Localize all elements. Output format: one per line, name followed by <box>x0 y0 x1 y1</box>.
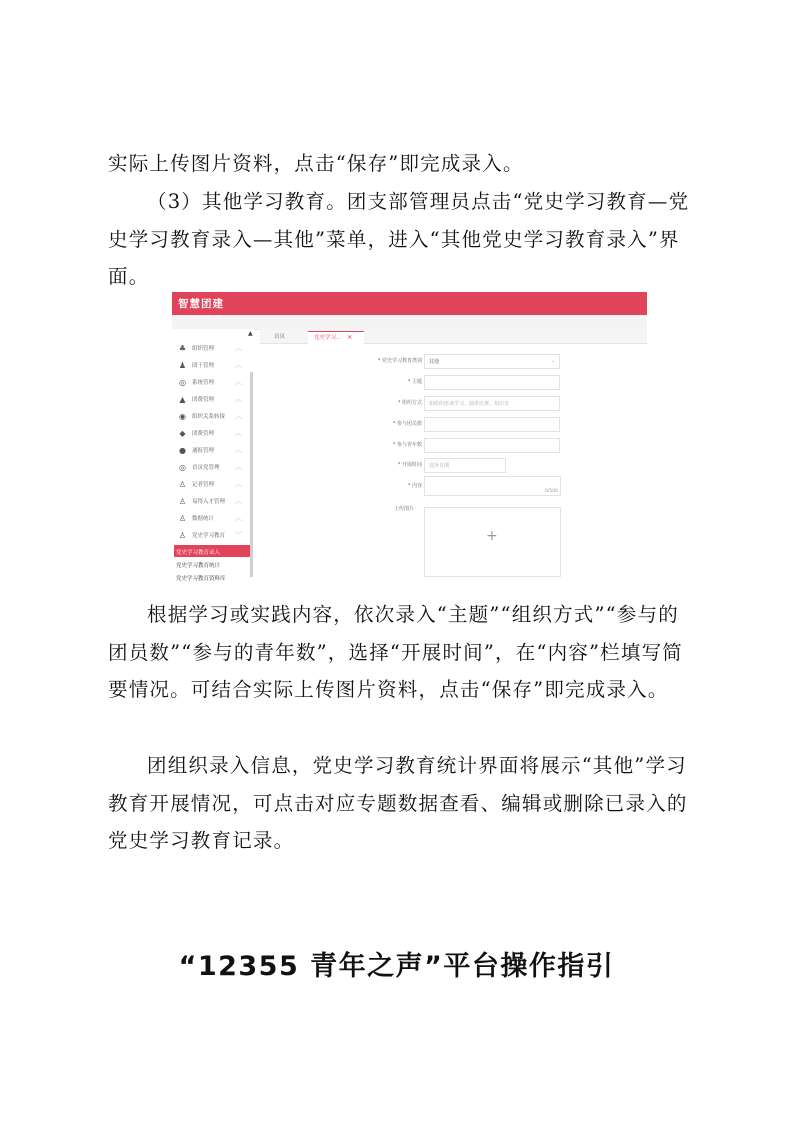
content-label: * 内容 <box>407 483 422 489</box>
section-heading: “12355 青年之声”平台操作指引 <box>178 951 615 982</box>
time-label: * 开展时间 <box>397 462 422 468</box>
tab-bar <box>260 329 647 344</box>
tab-home[interactable]: 首页 <box>274 334 286 340</box>
sidebar-item-7[interactable] <box>178 443 248 459</box>
sidebar-item-label: 团费管理 <box>192 397 215 403</box>
scroll-up-icon[interactable]: ▲ <box>248 330 253 337</box>
plus-icon: + <box>486 528 498 544</box>
paragraph-4: 团组织录入信息，党史学习教育统计界面将展示“其他”学习教育开展情况，可点击对应专题数据查看、编辑或删除已录入的党史学习教育记录。 <box>108 754 688 852</box>
upload-row <box>262 505 424 512</box>
topic-row <box>262 374 642 390</box>
paragraph-1: 实际上传图片资料，点击“保存”即完成录入。 <box>108 152 524 175</box>
content-counter: 0/500 <box>545 489 558 494</box>
sidebar-item-6[interactable] <box>178 426 248 442</box>
fee-icon: ▲ <box>179 395 186 404</box>
time-placeholder: 选择日期 <box>429 463 450 469</box>
submenu-item-library[interactable] <box>174 571 250 583</box>
app-logo: 智慧团建 <box>178 298 224 310</box>
app-subbar <box>172 315 647 330</box>
chevron-up-icon: ︿ <box>235 412 242 420</box>
upload-label: 上传图片 <box>393 506 414 512</box>
report-icon: ● <box>179 446 186 455</box>
chevron-up-icon: ︿ <box>235 344 242 352</box>
youth-label: * 参与青年数 <box>392 442 422 448</box>
sidebar-item-10[interactable] <box>178 494 248 510</box>
method-placeholder: 如组织座谈学习、演讲比赛、知识竞 <box>429 401 510 407</box>
sidebar-item-label: 数据统计 <box>192 516 215 522</box>
sidebar-item-9[interactable] <box>178 477 248 493</box>
chevron-down-icon: ﹀ <box>235 531 242 539</box>
chevron-up-icon: ︿ <box>235 361 242 369</box>
topic-input[interactable] <box>424 375 560 390</box>
chevron-up-icon: ︿ <box>235 463 242 471</box>
user-icon: ♙ <box>178 531 187 540</box>
members-input[interactable] <box>424 417 560 432</box>
time-row <box>262 457 642 473</box>
submenu-label: 党史学习教育录入 <box>176 550 221 556</box>
tab-current[interactable] <box>308 331 364 344</box>
submenu-item-stats[interactable] <box>174 558 250 570</box>
app-header <box>172 292 647 315</box>
chevron-up-icon: ︿ <box>235 429 242 437</box>
sidebar-scrollbar[interactable] <box>250 372 253 577</box>
sidebar-item-label: 团费管理 <box>192 431 215 437</box>
sidebar-item-label: 系统管理 <box>192 380 215 386</box>
sidebar-item-label: 组织关系转接 <box>192 414 226 420</box>
method-row <box>262 395 642 411</box>
user-icon: ♙ <box>178 514 187 523</box>
sidebar-item-label: 记者管理 <box>192 482 215 488</box>
method-input[interactable] <box>424 396 560 411</box>
members-label: * 参与团员数 <box>392 421 422 427</box>
submenu-label: 党史学习教育统计 <box>176 563 221 569</box>
close-icon[interactable]: ✕ <box>347 334 353 341</box>
sidebar-item-3[interactable] <box>178 375 248 391</box>
cadre-icon: ♟ <box>178 361 187 370</box>
sidebar-item-12[interactable] <box>178 528 248 544</box>
submenu-item-entry[interactable] <box>174 545 250 557</box>
content-textarea[interactable] <box>424 476 561 496</box>
embedded-screenshot <box>172 292 647 585</box>
transfer-icon: ◉ <box>179 412 186 421</box>
sidebar-item-2[interactable] <box>178 358 248 374</box>
upload-box[interactable] <box>424 507 561 577</box>
sidebar-item-label: 通报管理 <box>192 448 215 454</box>
sidebar <box>172 329 254 585</box>
tab-current-label: 党史学习... <box>314 335 342 341</box>
sidebar-item-label: 党史学习教育 <box>192 533 226 539</box>
org-icon: ♣ <box>178 344 187 353</box>
chevron-up-icon: ︿ <box>235 378 242 386</box>
sidebar-item-label: 组织管理 <box>192 346 215 352</box>
chevron-up-icon: ︿ <box>235 446 242 454</box>
paragraph-3: 根据学习或实践内容，依次录入“主题”“组织方式”“参与的团员数”“参与的青年数”，选择“开展时间”，在“内容”栏填写简要情况。可结合实际上传图片资料，点击“保存”即完成录入。 <box>108 603 683 701</box>
topic-label: * 主题 <box>407 379 422 385</box>
chevron-up-icon: ︿ <box>235 395 242 403</box>
gear-icon: ◎ <box>179 378 186 387</box>
sidebar-item-4[interactable] <box>178 392 248 408</box>
method-label: * 组织方式 <box>397 400 422 406</box>
sidebar-item-label: 团干管理 <box>192 363 215 369</box>
type-row <box>262 353 642 369</box>
fee-icon: ◆ <box>179 429 186 438</box>
chevron-up-icon: ︿ <box>235 514 242 522</box>
type-select[interactable] <box>424 354 560 369</box>
type-value: 其他 <box>429 359 440 365</box>
sidebar-item-8[interactable] <box>178 460 248 476</box>
time-picker[interactable] <box>424 458 506 473</box>
user-icon: ♙ <box>178 480 187 489</box>
paragraph-2: （3）其他学习教育。团支部管理员点击“党史学习教育—党史学习教育录入—其他”菜单，进入“其他党史学习教育录入”界面。 <box>108 190 690 288</box>
sidebar-item-label: 首页党管理 <box>192 465 220 471</box>
submenu-label: 党史学习教育资料库 <box>176 576 226 582</box>
chevron-down-icon: ⌄ <box>550 358 555 364</box>
youth-input[interactable] <box>424 438 560 453</box>
type-label: * 党史学习教育类别 <box>377 358 422 364</box>
members-row <box>262 416 642 432</box>
chevron-up-icon: ︿ <box>235 497 242 505</box>
home-icon: ◎ <box>179 463 186 472</box>
chevron-up-icon: ︿ <box>235 480 242 488</box>
sidebar-item-5[interactable] <box>178 409 248 425</box>
sidebar-item-label: 易得入才管理 <box>192 499 226 505</box>
sidebar-item-11[interactable] <box>178 511 248 527</box>
user-icon: ♙ <box>178 497 187 506</box>
sidebar-item-1[interactable] <box>178 341 248 357</box>
youth-row <box>262 437 642 453</box>
